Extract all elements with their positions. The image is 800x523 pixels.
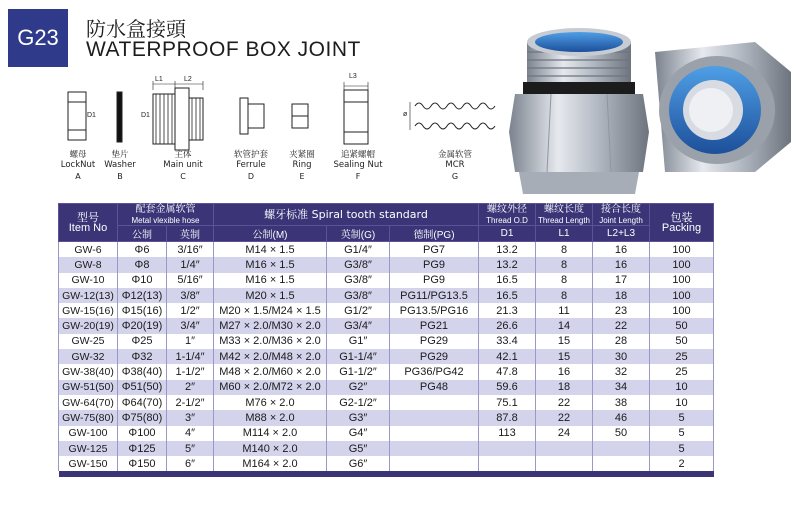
packing-cell: 50 [650, 334, 714, 349]
hose-metric-cell: Φ25 [118, 334, 167, 349]
header-thread-g: 英制(G) [327, 226, 390, 242]
hose-metric-cell: Φ8 [118, 257, 167, 272]
item-no-cell: GW-6 [59, 242, 118, 258]
hose-imperial-cell: 3/16″ [167, 242, 214, 258]
component-label-d [228, 150, 274, 182]
thread-length-cell: 15 [536, 349, 593, 364]
table-row [59, 303, 714, 318]
section-badge: G23 [8, 9, 68, 67]
table-row [59, 456, 714, 471]
spec-table-body [59, 242, 714, 472]
hose-metric-cell: Φ100 [118, 426, 167, 441]
thread-length-cell: 8 [536, 242, 593, 258]
thread-length-cell: 11 [536, 303, 593, 318]
joint-length-cell: 22 [593, 318, 650, 333]
header-packing: 包装 Packing [650, 204, 714, 242]
thread-od-cell: 42.1 [479, 349, 536, 364]
fitting-photo-back [655, 42, 791, 172]
header-jl-l2l3: L2+L3 [593, 226, 650, 242]
thread-g-cell: G4″ [327, 426, 390, 441]
item-no-cell: GW-20(19) [59, 318, 118, 333]
joint-length-cell: 46 [593, 410, 650, 425]
component-letter: G [451, 172, 459, 181]
thread-pg-cell [390, 441, 479, 456]
fitting-photo-front [509, 28, 649, 194]
thread-g-cell: G1″ [327, 334, 390, 349]
table-row [59, 395, 714, 410]
thread-g-cell: G1/4″ [327, 242, 390, 258]
thread-g-cell: G1/2″ [327, 303, 390, 318]
component-en: Main unit [163, 160, 203, 170]
thread-od-cell: 47.8 [479, 364, 536, 379]
thread-metric-cell: M20 × 1.5/M24 × 1.5 [214, 303, 327, 318]
thread-length-cell: 22 [536, 410, 593, 425]
thread-od-cell [479, 441, 536, 456]
item-no-cell: GW-25 [59, 334, 118, 349]
table-row [59, 318, 714, 333]
thread-pg-cell: PG36/PG42 [390, 364, 479, 379]
component-letter: A [75, 172, 81, 181]
hose-imperial-cell: 5″ [167, 441, 214, 456]
component-letter: E [299, 172, 305, 181]
thread-metric-cell: M20 × 1.5 [214, 288, 327, 303]
thread-metric-cell: M60 × 2.0/M72 × 2.0 [214, 380, 327, 395]
thread-od-cell: 13.2 [479, 242, 536, 258]
product-photos [505, 12, 795, 197]
joint-length-cell: 50 [593, 426, 650, 441]
thread-pg-cell: PG7 [390, 242, 479, 258]
component-label-e [282, 150, 322, 182]
hose-imperial-cell: 3/8″ [167, 288, 214, 303]
thread-metric-cell: M164 × 2.0 [214, 456, 327, 471]
page-title-chinese: 防水盒接頭 [86, 17, 186, 41]
thread-length-cell: 18 [536, 380, 593, 395]
table-row [59, 441, 714, 456]
table-row [59, 380, 714, 395]
header-metal-hose: 配套金属软管 Metal vlexible hose [118, 204, 214, 226]
thread-length-cell: 8 [536, 288, 593, 303]
spec-table [58, 203, 714, 477]
header-thread-od: 螺纹外径 Thread O.D [479, 204, 536, 226]
dimension-phi: ø [403, 111, 408, 118]
thread-metric-cell: M48 × 2.0/M60 × 2.0 [214, 364, 327, 379]
table-row [59, 426, 714, 441]
packing-cell: 100 [650, 257, 714, 272]
hose-metric-cell: Φ32 [118, 349, 167, 364]
packing-cell: 50 [650, 318, 714, 333]
component-cn: 螺母 [69, 150, 87, 160]
joint-length-cell: 34 [593, 380, 650, 395]
washer-drawing [117, 92, 122, 142]
hose-metric-cell: Φ20(19) [118, 318, 167, 333]
hose-imperial-cell: 1-1/4″ [167, 349, 214, 364]
hose-metric-cell: Φ150 [118, 456, 167, 471]
joint-length-cell: 32 [593, 364, 650, 379]
thread-g-cell: G3/8″ [327, 257, 390, 272]
thread-metric-cell: M16 × 1.5 [214, 273, 327, 288]
hose-metric-cell: Φ6 [118, 242, 167, 258]
hose-metric-cell: Φ51(50) [118, 380, 167, 395]
header-len-l1: L1 [536, 226, 593, 242]
ferrule-drawing [240, 98, 264, 134]
component-letter: F [355, 172, 361, 181]
hose-metric-cell: Φ75(80) [118, 410, 167, 425]
joint-length-cell: 38 [593, 395, 650, 410]
header-joint-length: 接合长度 Joint Length [593, 204, 650, 226]
header-thread-pg: 德制(PG) [390, 226, 479, 242]
table-row [59, 334, 714, 349]
thread-pg-cell [390, 395, 479, 410]
thread-pg-cell [390, 410, 479, 425]
hose-imperial-cell: 4″ [167, 426, 214, 441]
thread-od-cell: 113 [479, 426, 536, 441]
thread-g-cell: G2-1/2″ [327, 395, 390, 410]
joint-length-cell: 18 [593, 288, 650, 303]
item-no-cell: GW-12(13) [59, 288, 118, 303]
component-cn: 金属软管 [437, 150, 472, 160]
thread-metric-cell: M140 × 2.0 [214, 441, 327, 456]
thread-length-cell [536, 441, 593, 456]
hose-metric-cell: Φ15(16) [118, 303, 167, 318]
thread-metric-cell: M27 × 2.0/M30 × 2.0 [214, 318, 327, 333]
thread-g-cell: G3″ [327, 410, 390, 425]
hose-metric-cell: Φ64(70) [118, 395, 167, 410]
hose-metric-cell: Φ10 [118, 273, 167, 288]
thread-pg-cell [390, 456, 479, 471]
component-en: MCR [445, 160, 465, 170]
component-letter: C [180, 172, 186, 181]
thread-metric-cell: M33 × 2.0/M36 × 2.0 [214, 334, 327, 349]
header-thread-metric: 公制(M) [214, 226, 327, 242]
joint-length-cell [593, 441, 650, 456]
table-row [59, 242, 714, 258]
thread-pg-cell: PG29 [390, 349, 479, 364]
item-no-cell: GW-100 [59, 426, 118, 441]
component-en: Sealing Nut [333, 160, 383, 170]
packing-cell: 100 [650, 303, 714, 318]
packing-cell: 100 [650, 288, 714, 303]
header-od-d1: D1 [479, 226, 536, 242]
component-cn: 夹紧圈 [289, 150, 315, 160]
item-no-cell: GW-150 [59, 456, 118, 471]
component-letter: B [117, 172, 123, 181]
thread-od-cell: 87.8 [479, 410, 536, 425]
hose-imperial-cell: 3/4″ [167, 318, 214, 333]
component-label-c [158, 150, 208, 182]
packing-cell: 5 [650, 410, 714, 425]
thread-od-cell: 13.2 [479, 257, 536, 272]
component-diagram [60, 73, 515, 185]
main-unit-drawing [153, 81, 203, 150]
hose-imperial-cell: 2″ [167, 380, 214, 395]
packing-cell: 2 [650, 456, 714, 471]
thread-length-cell: 16 [536, 364, 593, 379]
packing-cell: 10 [650, 395, 714, 410]
item-no-cell: GW-64(70) [59, 395, 118, 410]
packing-cell: 100 [650, 242, 714, 258]
table-row [59, 410, 714, 425]
packing-cell: 5 [650, 426, 714, 441]
thread-metric-cell: M88 × 2.0 [214, 410, 327, 425]
component-cn: 追紧螺帽 [340, 150, 375, 160]
joint-length-cell: 28 [593, 334, 650, 349]
thread-pg-cell [390, 426, 479, 441]
dimension-d1-main: D1 [141, 112, 150, 119]
hose-imperial-cell: 6″ [167, 456, 214, 471]
thread-metric-cell: M16 × 1.5 [214, 257, 327, 272]
table-row [59, 364, 714, 379]
hose-metric-cell: Φ38(40) [118, 364, 167, 379]
thread-g-cell: G1-1/2″ [327, 364, 390, 379]
item-no-cell: GW-8 [59, 257, 118, 272]
dimension-l1: L1 [155, 76, 163, 83]
thread-pg-cell: PG11/PG13.5 [390, 288, 479, 303]
hose-imperial-cell: 1-1/2″ [167, 364, 214, 379]
dimension-l3: L3 [349, 73, 357, 80]
metal-hose-drawing [410, 102, 495, 130]
page-title: WATERPROOF BOX JOINT [86, 38, 361, 61]
thread-od-cell: 59.6 [479, 380, 536, 395]
component-en: LockNut [60, 160, 96, 170]
dimension-l2: L2 [184, 76, 192, 83]
hose-imperial-cell: 5/16″ [167, 273, 214, 288]
thread-pg-cell: PG9 [390, 257, 479, 272]
hose-imperial-cell: 2-1/2″ [167, 395, 214, 410]
thread-metric-cell: M42 × 2.0/M48 × 2.0 [214, 349, 327, 364]
thread-od-cell: 75.1 [479, 395, 536, 410]
component-cn: 软管护套 [233, 150, 268, 160]
thread-length-cell: 8 [536, 273, 593, 288]
header-imperial: 英制 [167, 226, 214, 242]
thread-metric-cell: M114 × 2.0 [214, 426, 327, 441]
joint-length-cell: 17 [593, 273, 650, 288]
table-row [59, 273, 714, 288]
header-thread-standard: 螺牙标准 Spiral tooth standard [214, 204, 479, 226]
table-row [59, 288, 714, 303]
thread-od-cell: 16.5 [479, 288, 536, 303]
thread-g-cell: G3/8″ [327, 288, 390, 303]
packing-cell: 25 [650, 349, 714, 364]
thread-od-cell [479, 456, 536, 471]
item-no-cell: GW-10 [59, 273, 118, 288]
component-en: Washer [104, 160, 136, 170]
joint-length-cell: 30 [593, 349, 650, 364]
thread-g-cell: G6″ [327, 456, 390, 471]
packing-cell: 100 [650, 273, 714, 288]
component-label-b [100, 150, 140, 182]
packing-cell: 10 [650, 380, 714, 395]
hose-imperial-cell: 3″ [167, 410, 214, 425]
header-item-no: 型号 Item No [59, 204, 118, 242]
component-label-g [430, 150, 480, 182]
thread-pg-cell: PG29 [390, 334, 479, 349]
thread-g-cell: G3/4″ [327, 318, 390, 333]
thread-od-cell: 21.3 [479, 303, 536, 318]
thread-pg-cell: PG13.5/PG16 [390, 303, 479, 318]
hose-imperial-cell: 1/2″ [167, 303, 214, 318]
thread-metric-cell: M14 × 1.5 [214, 242, 327, 258]
thread-length-cell [536, 456, 593, 471]
sealing-nut-drawing [344, 82, 368, 144]
thread-od-cell: 26.6 [479, 318, 536, 333]
header-metric: 公制 [118, 226, 167, 242]
table-row [59, 257, 714, 272]
thread-g-cell: G1-1/4″ [327, 349, 390, 364]
item-no-cell: GW-51(50) [59, 380, 118, 395]
thread-g-cell: G5″ [327, 441, 390, 456]
joint-length-cell: 16 [593, 257, 650, 272]
thread-g-cell: G2″ [327, 380, 390, 395]
component-cn: 垫片 [111, 150, 129, 160]
thread-g-cell: G3/8″ [327, 273, 390, 288]
component-label-f [330, 150, 386, 182]
hose-metric-cell: Φ125 [118, 441, 167, 456]
thread-pg-cell: PG48 [390, 380, 479, 395]
thread-od-cell: 33.4 [479, 334, 536, 349]
thread-od-cell: 16.5 [479, 273, 536, 288]
hose-imperial-cell: 1″ [167, 334, 214, 349]
component-letter: D [247, 172, 255, 181]
dimension-d1-locknut: D1 [87, 112, 96, 119]
header-thread-length: 螺纹长度 Thread Length [536, 204, 593, 226]
table-footer-bar [59, 471, 714, 477]
locknut-drawing [68, 92, 86, 140]
packing-cell: 5 [650, 441, 714, 456]
item-no-cell: GW-15(16) [59, 303, 118, 318]
component-cn: 主体 [174, 150, 192, 160]
hose-imperial-cell: 1/4″ [167, 257, 214, 272]
thread-length-cell: 8 [536, 257, 593, 272]
joint-length-cell [593, 456, 650, 471]
packing-cell: 25 [650, 364, 714, 379]
joint-length-cell: 23 [593, 303, 650, 318]
thread-length-cell: 15 [536, 334, 593, 349]
thread-length-cell: 24 [536, 426, 593, 441]
hose-metric-cell: Φ12(13) [118, 288, 167, 303]
item-no-cell: GW-75(80) [59, 410, 118, 425]
thread-length-cell: 22 [536, 395, 593, 410]
component-en: Ferrule [236, 160, 266, 170]
component-label-a [60, 150, 96, 182]
thread-pg-cell: PG9 [390, 273, 479, 288]
joint-length-cell: 16 [593, 242, 650, 258]
item-no-cell: GW-38(40) [59, 364, 118, 379]
ring-drawing [292, 104, 308, 128]
item-no-cell: GW-125 [59, 441, 118, 456]
table-row [59, 349, 714, 364]
item-no-cell: GW-32 [59, 349, 118, 364]
component-en: Ring [292, 160, 312, 170]
thread-metric-cell: M76 × 2.0 [214, 395, 327, 410]
thread-length-cell: 14 [536, 318, 593, 333]
thread-pg-cell: PG21 [390, 318, 479, 333]
